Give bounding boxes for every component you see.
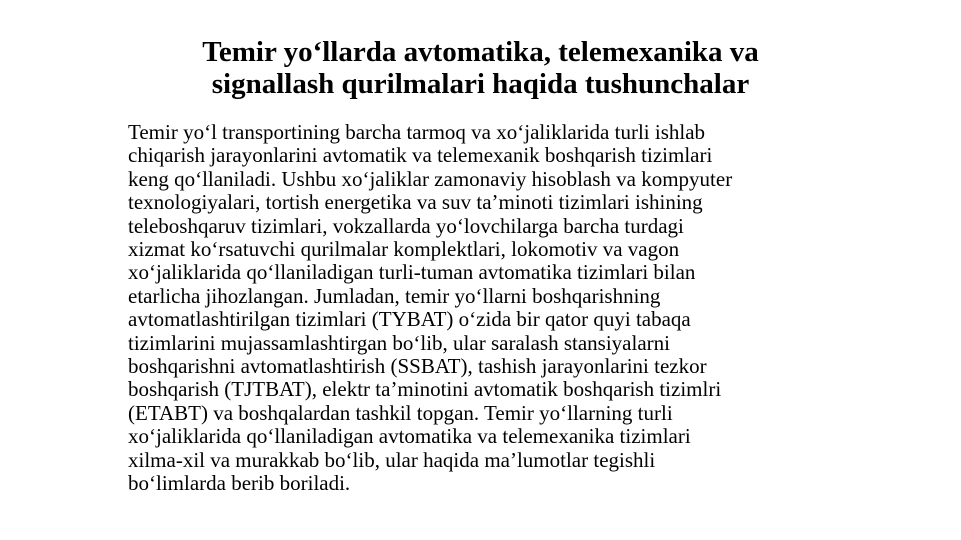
body-line: chiqarish jarayonlarini avtomatik va telemexanik boshqarish tizimlari [128,143,713,168]
body-line: boshqarishni avtomatlashtirish (SSBAT), tashish jarayonlarini tezkor [128,354,707,379]
body-line: keng qo‘llaniladi. Ushbu xo‘jaliklar zamonaviy hisoblash va kompyuter [128,166,733,191]
body-line: xilma-xil va murakkab bo‘lib, ular haqida ma’lumotlar tegishli [128,447,656,472]
body-line: etarlicha jihozlangan. Jumladan, temir yo‘llarni boshqarishning [128,283,661,308]
body-line: teleboshqaruv tizimlari, vokzallarda yo‘lovchilarga barcha turdagi [128,213,684,238]
body-line: Temir yo‘l transportining barcha tarmoq va xo‘jaliklarida turli ishlab [128,120,706,144]
body-line: boshqarish (TJTBAT), elektr ta’minotini avtomatik boshqarish tizimlri [128,377,722,402]
body-line: bo‘limlarda berib boriladi. [128,471,351,496]
body-line: xizmat ko‘rsatuvchi qurilmalar komplektlari, lokomotiv va vagon [128,237,680,262]
body-line: tizimlarini mujassamlashtirgan bo‘lib, ular saralash stansiyalarni [128,330,670,355]
slide-title [0,36,961,100]
body-line: xo‘jaliklarida qo‘llaniladigan avtomatika va telemexanika tizimlari [128,424,691,449]
body-line: (ETABT) va boshqalardan tashkil topgan. Temir yo‘llarning turli [128,400,673,425]
body-line: texnologiyalari, tortish energetika va suv ta’minoti tizimlari ishining [128,190,703,215]
slide-body-text [128,121,858,496]
slide-title-line: signallash qurilmalari haqida tushunchalar [211,68,750,100]
body-line: avtomatlashtirilgan tizimlari (TYBAT) o‘zida bir qator quyi tabaqa [128,307,691,332]
slide-title-line: Temir yo‘llarda avtomatika, telemexanika va [202,36,759,68]
body-line: xo‘jaliklarida qo‘llaniladigan turli-tuman avtomatika tizimlari bilan [128,260,696,285]
